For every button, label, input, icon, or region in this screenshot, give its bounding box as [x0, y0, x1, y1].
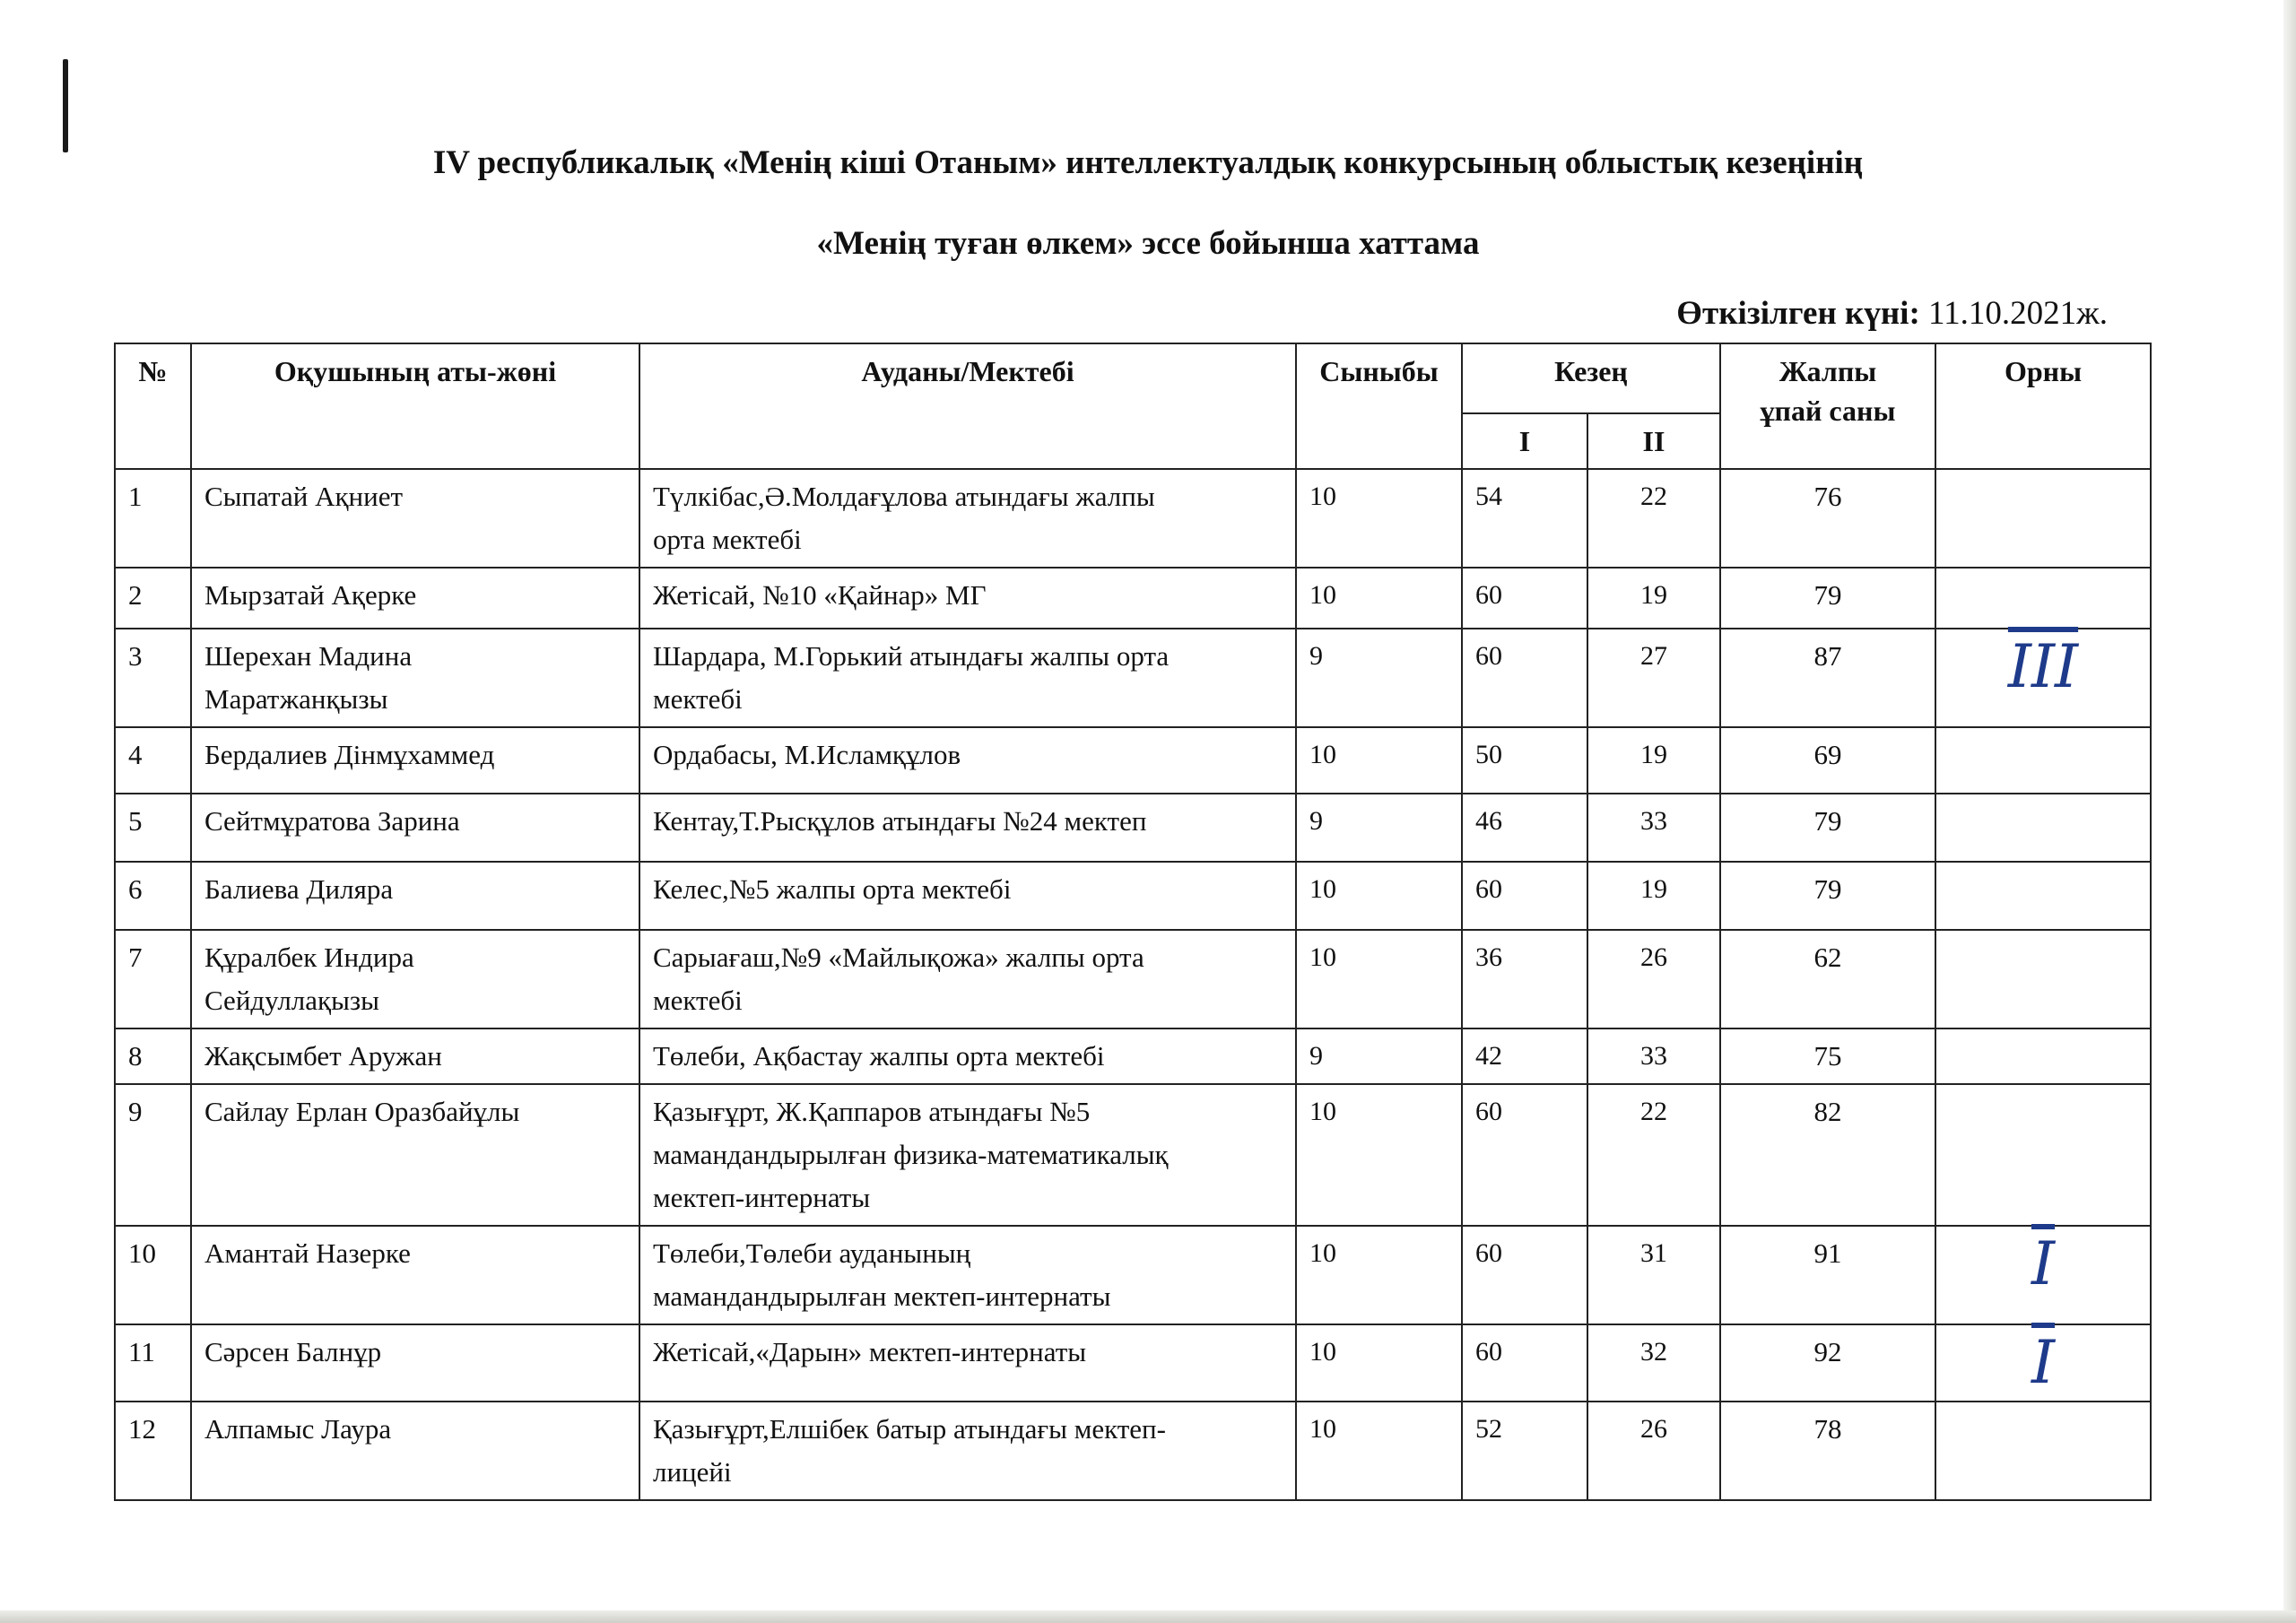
school-line: Ордабасы, М.Исламқұлов [653, 739, 961, 770]
student-name-line: Сейдуллақызы [204, 985, 379, 1016]
cell-student-name [191, 727, 639, 794]
cell-total: 79 [1720, 794, 1935, 862]
cell-place [1935, 1028, 2151, 1084]
school-line: Жетісай,«Дарын» мектеп-интернаты [653, 1336, 1087, 1367]
cell-place [1935, 794, 2151, 862]
header-total-line2: ұпай саны [1760, 395, 1896, 427]
cell-stage-1: 60 [1462, 1084, 1587, 1226]
cell-place [1935, 1324, 2151, 1402]
cell-student-name [191, 629, 639, 727]
table-row [115, 794, 2151, 862]
cell-place [1935, 568, 2151, 629]
date-value: 11.10.2021ж. [1928, 295, 2108, 332]
cell-student-name [191, 930, 639, 1028]
cell-stage-2: 22 [1587, 469, 1720, 568]
school-line: лицейі [653, 1456, 732, 1488]
document-title: IV республикалық «Менің кіші Отаным» интеллектуалдық конкурсының облыстық кезеңінің [432, 144, 1864, 181]
header-district: Ауданы/Мектебі [639, 343, 1296, 469]
cell-stage-2: 32 [1587, 1324, 1720, 1402]
cell-student-name [191, 469, 639, 568]
cell-school [639, 629, 1296, 727]
student-name-line: Жақсымбет Аружан [204, 1040, 442, 1072]
school-line: Төлеби, Ақбастау жалпы орта мектебі [653, 1040, 1105, 1072]
cell-stage-2: 19 [1587, 862, 1720, 930]
cell-stage-1: 42 [1462, 1028, 1587, 1084]
cell-grade: 10 [1296, 1324, 1462, 1402]
cell-stage-1: 60 [1462, 629, 1587, 727]
cell-total: 87 [1720, 629, 1935, 727]
table-row [115, 1324, 2151, 1402]
student-name-line: Маратжанқызы [204, 683, 388, 715]
header-name: Оқушының аты-жөні [191, 343, 639, 469]
page-bottom-shadow [0, 1610, 2296, 1623]
cell-num: 8 [115, 1028, 191, 1084]
student-name-line: Балиева Диляра [204, 873, 394, 905]
handwritten-place-mark: $\overline{III}$ [2007, 632, 2079, 701]
handwritten-place-mark: $\overline{I}$ [2031, 1328, 2056, 1397]
student-name-line: Сыпатай Ақниет [204, 481, 404, 512]
school-line: мамандандырылған физика-математикалық [653, 1139, 1169, 1170]
cell-stage-2: 27 [1587, 629, 1720, 727]
cell-num: 2 [115, 568, 191, 629]
cell-num: 1 [115, 469, 191, 568]
header-stage-2: II [1587, 413, 1720, 469]
school-line: мектеп-интернаты [653, 1182, 871, 1213]
cell-stage-1: 52 [1462, 1402, 1587, 1500]
cell-place [1935, 1226, 2151, 1324]
school-line: Жетісай, №10 «Қайнар» МГ [653, 579, 987, 611]
cell-stage-2: 33 [1587, 1028, 1720, 1084]
student-name-line: Мырзатай Ақерке [204, 579, 417, 611]
student-name-line: Сәрсен Балнұр [204, 1336, 382, 1367]
cell-stage-1: 54 [1462, 469, 1587, 568]
cell-stage-2: 22 [1587, 1084, 1720, 1226]
cell-student-name [191, 1402, 639, 1500]
student-name-line: Сейтмұратова Зарина [204, 805, 460, 837]
cell-total: 76 [1720, 469, 1935, 568]
cell-place [1935, 1402, 2151, 1500]
student-name-line: Бердалиев Дінмұхаммед [204, 739, 495, 770]
table-row [115, 1402, 2151, 1500]
cell-grade: 10 [1296, 1226, 1462, 1324]
cell-student-name [191, 794, 639, 862]
cell-grade: 10 [1296, 1402, 1462, 1500]
cell-stage-1: 60 [1462, 1324, 1587, 1402]
cell-total: 82 [1720, 1084, 1935, 1226]
cell-place [1935, 1084, 2151, 1226]
cell-place [1935, 629, 2151, 727]
school-line: Қазығұрт, Ж.Қаппаров атындағы №5 [653, 1096, 1091, 1127]
cell-school [639, 794, 1296, 862]
cell-place [1935, 469, 2151, 568]
cell-grade: 10 [1296, 568, 1462, 629]
table-row [115, 629, 2151, 727]
cell-stage-1: 46 [1462, 794, 1587, 862]
table-row [115, 727, 2151, 794]
cell-grade: 9 [1296, 1028, 1462, 1084]
school-line: Кентау,Т.Рысқұлов атындағы №24 мектеп [653, 805, 1147, 837]
cell-grade: 10 [1296, 469, 1462, 568]
school-line: Қазығұрт,Елшібек батыр атындағы мектеп- [653, 1413, 1166, 1445]
header-stage: Кезең [1462, 343, 1720, 413]
cell-school [639, 930, 1296, 1028]
cell-student-name [191, 568, 639, 629]
cell-stage-2: 19 [1587, 568, 1720, 629]
cell-stage-1: 60 [1462, 862, 1587, 930]
cell-stage-2: 26 [1587, 1402, 1720, 1500]
cell-place [1935, 862, 2151, 930]
table-row [115, 930, 2151, 1028]
cell-grade: 10 [1296, 862, 1462, 930]
cell-grade: 10 [1296, 727, 1462, 794]
cell-stage-1: 36 [1462, 930, 1587, 1028]
event-date [1676, 294, 2108, 333]
cell-student-name [191, 1028, 639, 1084]
cell-school [639, 1226, 1296, 1324]
school-line: Сарыағаш,№9 «Майлықожа» жалпы орта [653, 942, 1144, 973]
school-line: Келес,№5 жалпы орта мектебі [653, 873, 1012, 905]
date-label: Өткізілген күні: [1676, 295, 1920, 332]
cell-school [639, 1028, 1296, 1084]
cell-stage-2: 19 [1587, 727, 1720, 794]
cell-place [1935, 727, 2151, 794]
cell-num: 12 [115, 1402, 191, 1500]
student-name-line: Амантай Назерке [204, 1237, 411, 1269]
cell-place [1935, 930, 2151, 1028]
staple-mark [63, 59, 68, 152]
cell-num: 4 [115, 727, 191, 794]
school-line: мамандандырылған мектеп-интернаты [653, 1280, 1111, 1312]
table-row [115, 568, 2151, 629]
cell-student-name [191, 1084, 639, 1226]
cell-total: 91 [1720, 1226, 1935, 1324]
cell-stage-1: 60 [1462, 568, 1587, 629]
cell-total: 79 [1720, 862, 1935, 930]
cell-num: 7 [115, 930, 191, 1028]
cell-num: 9 [115, 1084, 191, 1226]
cell-total: 92 [1720, 1324, 1935, 1402]
table-row [115, 1028, 2151, 1084]
cell-school [639, 469, 1296, 568]
table-row [115, 1226, 2151, 1324]
school-line: Түлкібас,Ә.Молдағұлова атындағы жалпы [653, 481, 1155, 512]
table-row [115, 469, 2151, 568]
cell-school [639, 862, 1296, 930]
school-line: мектебі [653, 683, 743, 715]
header-num: № [115, 343, 191, 469]
cell-grade: 9 [1296, 629, 1462, 727]
cell-stage-1: 60 [1462, 1226, 1587, 1324]
cell-total: 79 [1720, 568, 1935, 629]
school-line: Шардара, М.Горький атындағы жалпы орта [653, 640, 1170, 672]
cell-student-name [191, 1226, 639, 1324]
header-total [1720, 343, 1935, 469]
cell-grade: 10 [1296, 930, 1462, 1028]
cell-total: 62 [1720, 930, 1935, 1028]
cell-school [639, 1324, 1296, 1402]
school-line: мектебі [653, 985, 743, 1016]
header-stage-1: I [1462, 413, 1587, 469]
cell-num: 3 [115, 629, 191, 727]
cell-num: 6 [115, 862, 191, 930]
student-name-line: Құралбек Индира [204, 942, 414, 973]
student-name-line: Сайлау Ерлан Оразбайұлы [204, 1096, 520, 1127]
header-total-line1: Жалпы [1779, 355, 1877, 387]
results-table [114, 343, 2152, 1501]
cell-stage-2: 31 [1587, 1226, 1720, 1324]
cell-school [639, 727, 1296, 794]
header-grade: Сыныбы [1296, 343, 1462, 469]
cell-student-name [191, 862, 639, 930]
cell-stage-1: 50 [1462, 727, 1587, 794]
cell-school [639, 568, 1296, 629]
header-place: Орны [1935, 343, 2151, 469]
student-name-line: Шерехан Мадина [204, 640, 413, 672]
document-subtitle: «Менің туған өлкем» эссе бойынша хаттама [816, 225, 1480, 262]
cell-student-name [191, 1324, 639, 1402]
cell-num: 11 [115, 1324, 191, 1402]
table-row [115, 862, 2151, 930]
cell-grade: 10 [1296, 1084, 1462, 1226]
cell-school [639, 1402, 1296, 1500]
cell-num: 5 [115, 794, 191, 862]
cell-stage-2: 33 [1587, 794, 1720, 862]
cell-total: 69 [1720, 727, 1935, 794]
cell-school [639, 1084, 1296, 1226]
cell-total: 75 [1720, 1028, 1935, 1084]
cell-grade: 9 [1296, 794, 1462, 862]
student-name-line: Алпамыс Лаура [204, 1413, 392, 1445]
cell-total: 78 [1720, 1402, 1935, 1500]
cell-stage-2: 26 [1587, 930, 1720, 1028]
table-row [115, 1084, 2151, 1226]
school-line: орта мектебі [653, 524, 802, 555]
school-line: Төлеби,Төлеби ауданының [653, 1237, 971, 1269]
handwritten-place-mark: $\overline{I}$ [2031, 1229, 2056, 1298]
cell-num: 10 [115, 1226, 191, 1324]
